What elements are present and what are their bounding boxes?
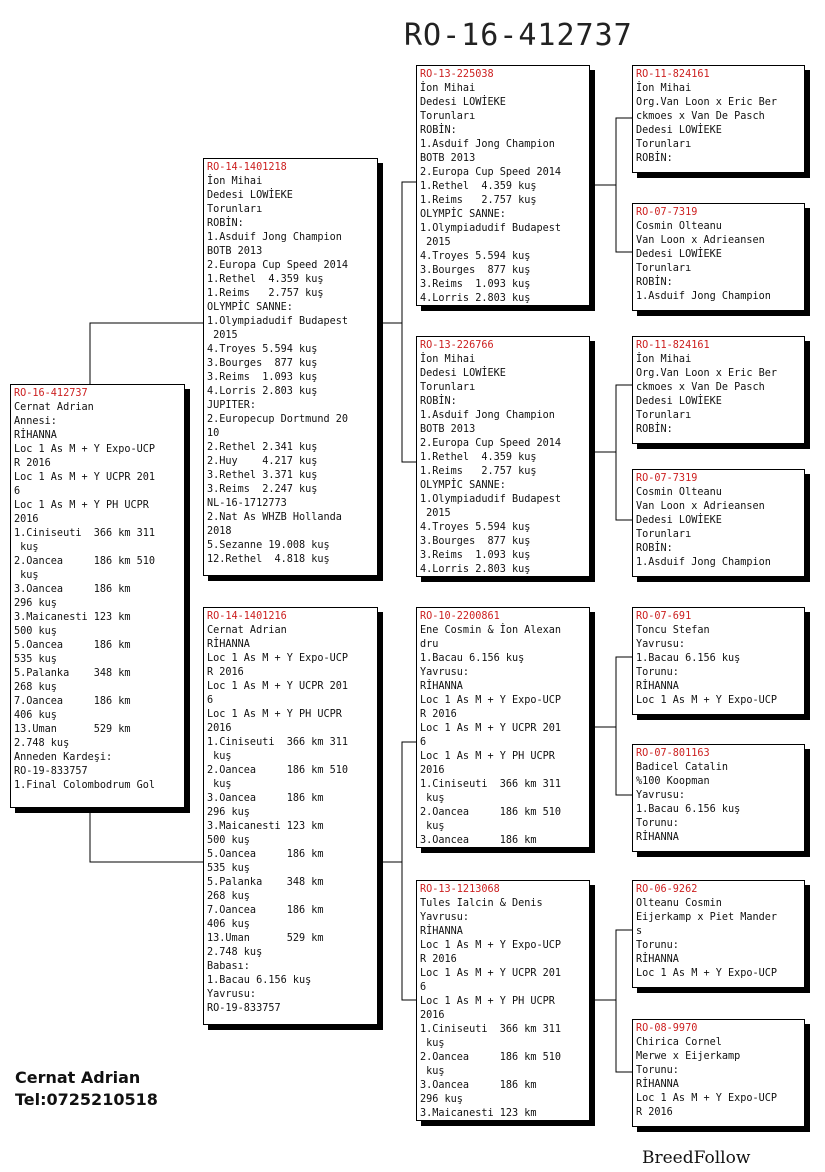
card-line: Ene Cosmin & İon Alexan [420,625,562,636]
connector-sd-sds [590,385,632,452]
card-body [636,761,801,845]
card-line: kuş [420,793,445,804]
card-body [420,897,586,1121]
card-line: 296 kuş [14,598,57,609]
card-line: Toncu Stefan [636,625,710,636]
card-line: Van Loon x Adrieansen [636,235,765,246]
card-line: s [636,926,643,937]
card-line: Loc 1 As M + Y UCPR 201 [14,472,156,483]
card-line: kuş [14,570,39,581]
card-line: Babası: [207,961,250,972]
card-line: Cosmin Olteanu [636,221,722,232]
card-line: 2016 [14,514,39,525]
card-line: 2.Europa Cup Speed 2014 [420,438,562,449]
card-line: 1.Rethel 4.359 kuş [207,274,324,285]
card-line: 2.Oancea 186 km 510 [420,807,562,818]
card-line: 2015 [207,330,238,341]
pedigree-card-sire [203,158,378,576]
card-line: Dedesi LOWİEKE [636,396,722,407]
card-line: 4.Lorris 2.803 kuş [420,293,531,304]
card-line: R 2016 [420,709,457,720]
card-line: BOTB 2013 [420,424,476,435]
card-line: R 2016 [14,458,51,469]
card-line: 4.Troyes 5.594 kuş [207,344,318,355]
card-line: Loc 1 As M + Y PH UCPR [14,500,149,511]
ring-number: RO-07-691 [636,611,692,622]
ring-number: RO-07-7319 [636,207,698,218]
card-line: 3.Oancea 186 km [420,835,537,846]
card-line: 2018 [207,526,232,537]
card-line: ROBİN: [636,424,673,435]
connector-ss-sss [590,118,632,185]
card-line: İon Mihai [207,176,263,187]
card-line: 3.Reims 1.093 kuş [207,372,318,383]
card-line: 3.Oancea 186 km [420,1080,537,1091]
card-line: Eijerkamp x Piet Mander [636,912,778,923]
pedigree-card-ddd [632,1019,805,1127]
card-line: R 2016 [636,1107,673,1118]
card-line: Torunları [207,204,263,215]
card-line: Olteanu Cosmin [636,898,722,909]
card-line: İon Mihai [636,83,692,94]
pedigree-card-dss [632,607,805,715]
connector-root-dam [90,808,203,862]
card-line: 1.Ciniseuti 366 km 311 [14,528,156,539]
card-line: 4.Lorris 2.803 kuş [207,386,318,397]
card-line: ROBİN: [636,153,673,164]
ring-number: RO-14-1401216 [207,611,287,622]
card-line: 5.Oancea 186 km [14,640,131,651]
card-line: Torunları [420,382,476,393]
card-line: RİHANNA [420,681,463,692]
card-line: 4.Troyes 5.594 kuş [420,522,531,533]
card-line: ROBİN: [420,125,457,136]
ring-number: RO-06-9262 [636,884,698,895]
card-line: 296 kuş [420,1094,463,1105]
card-line: 1.Reims 2.757 kuş [420,195,537,206]
card-line: İon Mihai [636,354,692,365]
card-line: Tules Ialcin & Denis [420,898,543,909]
card-line: İon Mihai [420,83,476,94]
card-line: 1.Asduif Jong Champion [636,291,771,302]
card-line: Yavrusu: [420,912,470,923]
card-line: Loc 1 As M + Y Expo-UCP [636,1093,778,1104]
card-body [636,624,801,708]
card-line: 268 kuş [207,891,250,902]
ring-number: RO-07-7319 [636,473,698,484]
card-line: Torunu: [636,940,679,951]
card-line: Loc 1 As M + Y UCPR 201 [420,968,562,979]
pedigree-card-dsd [632,744,805,852]
card-body [636,353,801,437]
ring-number: RO-11-824161 [636,340,710,351]
card-line: Annesi: [14,416,57,427]
card-line: Loc 1 As M + Y PH UCPR [420,751,555,762]
card-line: ckmoes x Van De Pasch [636,111,765,122]
card-line: Cernat Adrian [14,402,94,413]
card-line: 1.Reims 2.757 kuş [207,288,324,299]
card-line: Torunları [420,111,476,122]
pedigree-card-dam-dam [416,880,590,1121]
pedigree-card-sire-sire [416,65,590,306]
pedigree-card-root [10,384,185,808]
connector-dam-dd [402,862,416,1000]
ring-number: RO-16-412737 [14,388,88,399]
card-line: RİHANNA [14,430,57,441]
card-line: Merwe x Eijerkamp [636,1051,741,1062]
card-line: 1.Asduif Jong Champion [636,557,771,568]
card-line: OLYMPİC SANNE: [420,480,506,491]
pedigree-card-sdd [632,469,805,577]
page-title: RO-16-412737 [404,18,633,53]
card-body [207,175,374,567]
card-line: Torunu: [636,667,679,678]
card-line: Loc 1 As M + Y PH UCPR [207,709,342,720]
card-line: 6 [420,737,427,748]
card-body [636,486,801,570]
card-line: 535 kuş [207,863,250,874]
pedigree-card-sds [632,336,805,444]
card-line: Torunları [636,529,692,540]
card-line: RİHANNA [636,1079,679,1090]
card-line: BOTB 2013 [420,153,476,164]
card-line: 296 kuş [207,807,250,818]
card-line: OLYMPİC SANNE: [207,302,293,313]
card-line: 2015 [420,508,451,519]
card-line: 4.Troyes 5.594 kuş [420,251,531,262]
card-line: RİHANNA [207,639,250,650]
card-line: 3.Rethel 3.371 kuş [207,470,318,481]
card-line: Dedesi LOWİEKE [420,97,506,108]
card-line: 10 [207,428,220,439]
card-line: Dedesi LOWİEKE [636,125,722,136]
ring-number: RO-08-9970 [636,1023,698,1034]
connector-ss-ssd [616,185,632,252]
connector-dam-ds [378,742,416,862]
card-line: R 2016 [207,667,244,678]
card-line: OLYMPİC SANNE: [420,209,506,220]
card-line: kuş [207,779,232,790]
connector-dd-dds [590,930,632,1000]
card-line: R 2016 [420,954,457,965]
pedigree-card-dds [632,880,805,988]
contact-phone: Tel:0725210518 [15,1090,158,1109]
card-line: 6 [420,982,427,993]
ring-number: RO-07-801163 [636,748,710,759]
connector-root-sire [90,323,203,384]
card-line: Yavrusu: [636,790,686,801]
card-line: Torunları [636,410,692,421]
card-line: 5.Palanka 348 km [207,877,324,888]
card-line: Loc 1 As M + Y Expo-UCP [207,653,349,664]
card-line: kuş [420,1066,445,1077]
card-line: 3.Bourges 877 kuş [420,536,531,547]
card-line: ckmoes x Van De Pasch [636,382,765,393]
card-line: 13.Uman 529 km [14,724,131,735]
card-line: 500 kuş [14,626,57,637]
card-line: Dedesi LOWİEKE [636,515,722,526]
card-line: Badicel Catalin [636,762,729,773]
card-line: 2.Oancea 186 km 510 [420,1052,562,1063]
card-line: NL-16-1712773 [207,498,287,509]
card-line: 1.Reims 2.757 kuş [420,466,537,477]
card-line: ROBİN: [636,277,673,288]
contact-name: Cernat Adrian [15,1068,141,1087]
card-line: Loc 1 As M + Y Expo-UCP [420,695,562,706]
card-line: 3.Reims 1.093 kuş [420,279,531,290]
card-line: Torunları [636,139,692,150]
pedigree-card-sire-dam [416,336,590,577]
card-line: 2.Europa Cup Speed 2014 [420,167,562,178]
card-line: RİHANNA [636,954,679,965]
card-line: 406 kuş [14,710,57,721]
card-line: kuş [420,1038,445,1049]
card-line: 2.Rethel 2.341 kuş [207,442,318,453]
card-line: 4.Lorris 2.803 kuş [420,564,531,575]
card-body [420,82,586,306]
card-line: 13.Uman 529 km [207,933,324,944]
card-line: 2016 [207,723,232,734]
pedigree-card-sss [632,65,805,173]
pedigree-card-ssd [632,203,805,311]
card-line: Torunu: [636,818,679,829]
card-line: İon Mihai [420,354,476,365]
card-line: 3.Bourges 877 kuş [207,358,318,369]
card-line: 1.Rethel 4.359 kuş [420,452,537,463]
card-line: Dedesi LOWİEKE [207,190,293,201]
card-body [636,1036,801,1120]
card-line: kuş [207,751,232,762]
card-line: 535 kuş [14,654,57,665]
card-line: Chirica Cornel [636,1037,722,1048]
card-line: BOTB 2013 [207,246,263,257]
card-body [420,353,586,577]
card-body [420,624,586,848]
card-line: RO-19-833757 [14,766,88,777]
card-line: RO-19-833757 [207,1003,281,1014]
ring-number: RO-13-226766 [420,340,494,351]
card-body [207,624,374,1016]
card-line: 2016 [420,1010,445,1021]
card-body [14,401,181,793]
card-line: dru [420,639,439,650]
card-line: 2.Oancea 186 km 510 [207,765,349,776]
connector-sire-sd [402,323,416,462]
card-line: Loc 1 As M + Y Expo-UCP [636,968,778,979]
card-line: 1.Ciniseuti 366 km 311 [207,737,349,748]
card-line: Org.Van Loon x Eric Ber [636,97,778,108]
card-line: Torunu: [636,1065,679,1076]
connector-dd-ddd [616,1000,632,1072]
card-line: ROBİN: [636,543,673,554]
card-line: Loc 1 As M + Y Expo-UCP [14,444,156,455]
card-line: 6 [14,486,21,497]
pedigree-card-dam [203,607,378,1025]
card-line: 12.Rethel 4.818 kuş [207,554,330,565]
card-line: 3.Reims 1.093 kuş [420,550,531,561]
card-line: Cernat Adrian [207,625,287,636]
card-line: 1.Ciniseuti 366 km 311 [420,1024,562,1035]
card-line: Loc 1 As M + Y Expo-UCP [636,695,778,706]
connector-sd-sdd [616,452,632,520]
card-line: 3.Maicanesti 123 km [420,1108,537,1119]
card-line: Loc 1 As M + Y Expo-UCP [420,940,562,951]
ring-number: RO-10-2200861 [420,611,500,622]
card-line: 2015 [420,237,451,248]
connector-ds-dss [590,657,632,727]
card-line: Cosmin Olteanu [636,487,722,498]
card-line: 5.Palanka 348 km [14,668,131,679]
card-line: RİHANNA [420,926,463,937]
card-line: 1.Ciniseuti 366 km 311 [420,779,562,790]
ring-number: RO-14-1401218 [207,162,287,173]
card-line: 1.Final Colombodrum Gol [14,780,156,791]
card-line: 1.Olympiadudif Budapest [207,316,349,327]
card-line: ROBİN: [420,396,457,407]
card-line: kuş [14,542,39,553]
card-line: 2.Europecup Dortmund 20 [207,414,349,425]
card-line: 1.Bacau 6.156 kuş [636,804,741,815]
card-line: 3.Oancea 186 km [14,584,131,595]
card-line: 1.Olympiadudif Budapest [420,494,562,505]
card-line: 2.Europa Cup Speed 2014 [207,260,349,271]
card-line: 2.Oancea 186 km 510 [14,556,156,567]
card-line: RİHANNA [636,832,679,843]
card-body [636,220,801,304]
card-line: kuş [420,821,445,832]
card-line: Van Loon x Adrieansen [636,501,765,512]
card-line: 1.Bacau 6.156 kuş [420,653,525,664]
card-line: %100 Koopman [636,776,710,787]
card-line: 3.Maicanesti 123 km [14,612,131,623]
card-line: Yavrusu: [636,639,686,650]
card-line: 1.Asduif Jong Champion [420,410,555,421]
connector-ds-dsd [616,727,632,795]
card-line: 1.Asduif Jong Champion [420,139,555,150]
card-line: 5.Sezanne 19.008 kuş [207,540,330,551]
pedigree-card-dam-sire [416,607,590,848]
card-line: Dedesi LOWİEKE [420,368,506,379]
brand-footer: BreedFollow [642,1148,751,1168]
ring-number: RO-13-225038 [420,69,494,80]
card-line: Yavrusu: [420,667,470,678]
card-line: Yavrusu: [207,989,257,1000]
ring-number: RO-11-824161 [636,69,710,80]
card-line: Loc 1 As M + Y PH UCPR [420,996,555,1007]
card-line: 3.Reims 2.247 kuş [207,484,318,495]
card-line: 1.Rethel 4.359 kuş [420,181,537,192]
card-line: 5.Oancea 186 km [207,849,324,860]
card-line: 3.Oancea 186 km [207,793,324,804]
contact-block [15,1067,158,1111]
card-line: 268 kuş [14,682,57,693]
card-line: 2.Nat As WHZB Hollanda [207,512,342,523]
card-line: 1.Olympiadudif Budapest [420,223,562,234]
card-line: RİHANNA [636,681,679,692]
card-line: 406 kuş [207,919,250,930]
card-line: 6 [207,695,214,706]
card-line: 2.748 kuş [14,738,70,749]
card-line: Loc 1 As M + Y UCPR 201 [207,681,349,692]
card-line: 1.Bacau 6.156 kuş [636,653,741,664]
card-line: 2.Huy 4.217 kuş [207,456,318,467]
card-line: 1.Asduif Jong Champion [207,232,342,243]
card-line: 3.Maicanesti 123 km [207,821,324,832]
card-body [636,82,801,166]
card-line: Org.Van Loon x Eric Ber [636,368,778,379]
card-line: 7.Oancea 186 km [207,905,324,916]
card-line: 7.Oancea 186 km [14,696,131,707]
card-line: 2016 [420,765,445,776]
card-line: Anneden Kardeşi: [14,752,113,763]
card-line: 500 kuş [207,835,250,846]
card-line: Torunları [636,263,692,274]
card-line: 2.748 kuş [207,947,263,958]
card-line: 1.Bacau 6.156 kuş [207,975,312,986]
card-line: Loc 1 As M + Y UCPR 201 [420,723,562,734]
card-body [636,897,801,981]
connector-sire-ss [378,182,416,323]
card-line: 3.Bourges 877 kuş [420,265,531,276]
card-line: JUPITER: [207,400,257,411]
ring-number: RO-13-1213068 [420,884,500,895]
card-line: Dedesi LOWİEKE [636,249,722,260]
card-line: ROBİN: [207,218,244,229]
